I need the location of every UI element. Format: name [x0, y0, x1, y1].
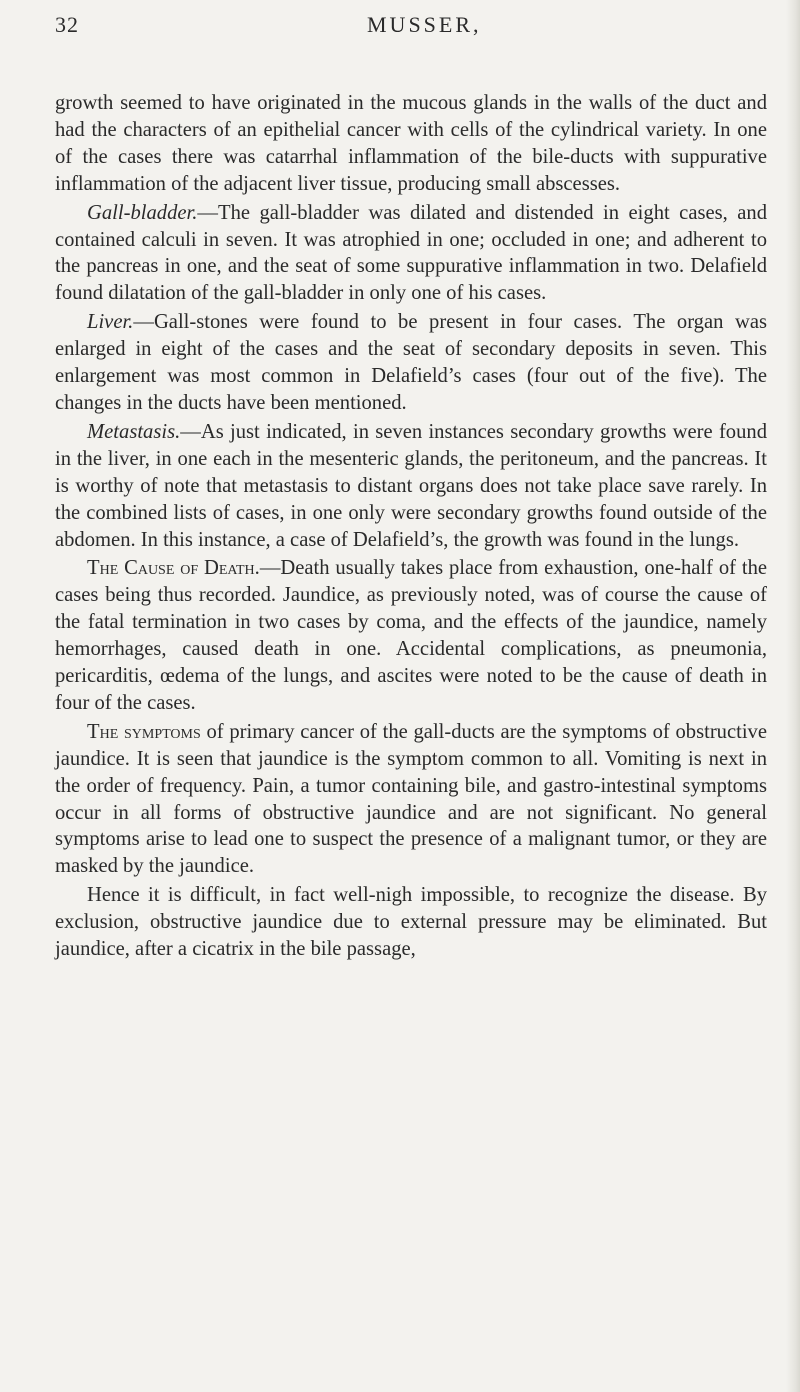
section-heading-cause-of-death: The Cause of Death. — [87, 557, 260, 580]
section-heading-metastasis: Metastasis. — [87, 420, 181, 443]
page-edge-shadow — [786, 0, 800, 1392]
body-text — [55, 90, 767, 963]
paragraph-cause-of-death — [55, 555, 767, 716]
paragraph-metastasis — [55, 419, 767, 554]
paragraph-symptoms — [55, 719, 767, 880]
section-heading-liver: Liver. — [87, 311, 134, 334]
paragraph-text: —The gall-bladder was dilated and distended in eight cases, and contained calculi in seven. It was atrophied in one; occluded in one; and adherent to the pancreas in one, and the seat of some suppurative inflammation in two. Delafield found dilatation of the gall-bladder in only one of his cases. — [55, 201, 767, 305]
paragraph-liver — [55, 309, 767, 417]
running-title: MUSSER, — [367, 12, 482, 37]
section-heading-gall-bladder: Gall-bladder. — [87, 201, 198, 224]
running-header — [55, 12, 745, 42]
paragraph-text: —Gall-stones were found to be present in four cases. The organ was enlarged in eight of the cases and the seat of secondary deposits in seven. This enlargement was most common in Delafield’s cases (four out of the five). The changes in the ducts have been mentioned. — [55, 311, 767, 414]
paragraph-text: growth seemed to have originated in the mucous glands in the walls of the duct and had the characters of an epithelial cancer with cells of the cylindrical variety. In one of the cases there was catarrhal inflammation of the bile-ducts with suppurative inflammation of the adjacent liver tissue, producing small abscesses. — [55, 92, 767, 195]
paragraph-continuation — [55, 90, 767, 198]
paragraph-text: Hence it is difficult, in fact well-nigh impossible, to recognize the disease. By exclusion, obstructive jaundice due to external pressure may be eliminated. But jaundice, after a cicatrix in the bile passage, — [55, 884, 767, 961]
paragraph-text: —Death usually takes place from exhaustion, one-half of the cases being thus recorded. Jaundice, as previously noted, was of course the cause of the fatal termination in two cases by coma, and the effects of the jaundice, namely hemorrhages, caused death in one. Accidental complications, as pneumonia, pericarditis, œdema of the lungs, and ascites were noted to be the cause of death in four of the cases. — [55, 557, 768, 714]
paragraph-diagnosis — [55, 882, 767, 963]
paragraph-gall-bladder — [55, 200, 767, 308]
paragraph-text: of primary cancer of the gall-ducts are the symptoms of obstructive jaundice. It is seen that jaundice is the symptom common to all. Vomiting is next in the order of frequency. Pain, a tumor containing bile, and gastro-intestinal symptoms occur in all forms of obstructive jaundice and are not significant. No general symptoms arise to lead one to suspect the presence of a malignant tumor, or they are masked by the jaundice. — [55, 720, 767, 878]
section-heading-symptoms: The symptoms — [87, 720, 201, 743]
page-number: 32 — [55, 12, 79, 37]
paragraph-text: —As just indicated, in seven instances secondary growths were found in the liver, in one each in the mesenteric glands, the peritoneum, and the pancreas. It is worthy of note that metastasis to distant organs does not take place save rarely. In the combined lists of cases, in one only were secondary growths found outside of the abdomen. In this instance, a case of Delafield’s, the growth was found in the lungs. — [55, 420, 767, 551]
